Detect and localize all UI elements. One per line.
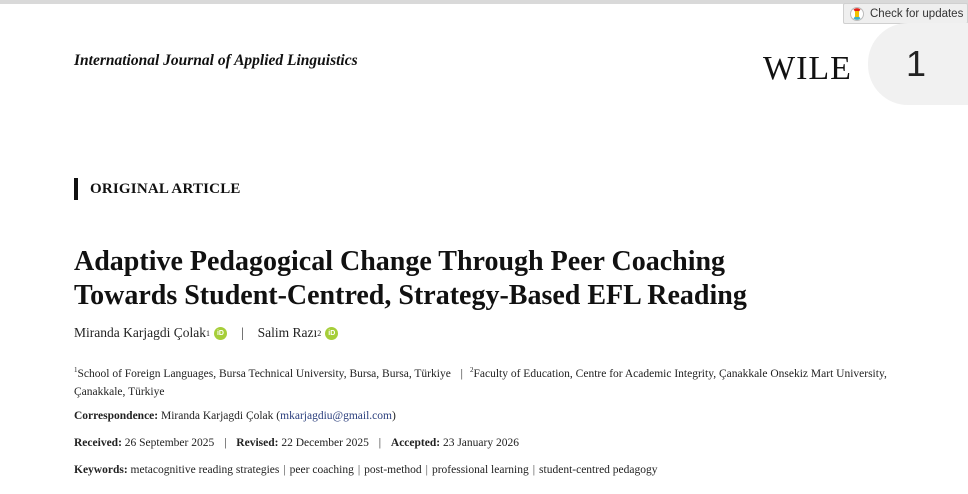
received-label: Received: (74, 437, 122, 449)
keyword-separator: | (283, 464, 286, 476)
affiliation-2: Faculty of Education, Centre for Academic Integrity, Çanakkale Onsekiz Mart University, Çanakkale, Türkiye (74, 367, 887, 398)
affiliation-number: 2 (469, 366, 474, 374)
correspondence-label: Correspondence: (74, 410, 159, 422)
revised-label: Revised: (236, 437, 279, 449)
author-list (74, 325, 338, 341)
article-type: ORIGINAL ARTICLE (90, 180, 241, 197)
keyword: peer coaching (289, 464, 354, 476)
received-date: 26 September 2025 (124, 437, 215, 449)
keyword: professional learning (431, 464, 529, 476)
correspondence-line: Correspondence: Miranda Karjagdi Çolak (mkarjagdiu@gmail.com) (74, 410, 396, 422)
author-name[interactable]: Miranda Karjagdi Çolak (74, 325, 206, 340)
keyword: student-centred pedagogy (539, 464, 658, 476)
journal-title: International Journal of Applied Linguistics (74, 52, 358, 69)
author-affiliation-number: 1 (205, 328, 210, 338)
keyword-separator: | (357, 464, 361, 476)
page-top-border (0, 0, 968, 4)
page-number: 1 (906, 43, 927, 84)
check-updates-label: Check for updates (870, 7, 964, 20)
keyword: post-method (364, 464, 422, 476)
correspondence-name: Miranda Karjagdi Çolak (161, 410, 274, 422)
dates-line (74, 437, 519, 449)
keywords-line (74, 464, 658, 476)
article-title-line-1: Adaptive Pedagogical Change Through Peer Coaching (74, 246, 726, 277)
publisher-logo: WILE (763, 50, 852, 87)
author-separator: | (240, 325, 244, 340)
orcid-icon[interactable]: iD (214, 327, 227, 340)
article-title (74, 245, 894, 313)
keyword-separator: | (425, 464, 428, 476)
author-name[interactable]: Salim Razı (257, 325, 318, 340)
affiliation-1: School of Foreign Languages, Bursa Technical University, Bursa, Bursa, Türkiye (77, 367, 451, 380)
article-title-line-2: Towards Student-Centred, Strategy-Based EFL Reading (74, 280, 747, 311)
keywords-label: Keywords: (74, 464, 128, 476)
crossmark-icon (850, 7, 864, 21)
dates-separator: | (378, 437, 382, 449)
orcid-icon[interactable]: iD (325, 327, 338, 340)
keyword-separator: | (532, 464, 536, 476)
accepted-date: 23 January 2026 (442, 437, 519, 449)
author-affiliation-number: 2 (317, 328, 322, 338)
affiliation-separator: | (460, 367, 463, 380)
correspondence-email-link[interactable]: mkarjagdiu@gmail.com (280, 410, 392, 422)
check-for-updates-button[interactable] (843, 3, 968, 24)
keyword: metacognitive reading strategies (130, 464, 280, 476)
article-type-block (74, 178, 241, 200)
article-type-bar (74, 178, 78, 200)
affiliations (74, 361, 894, 401)
revised-date: 22 December 2025 (281, 437, 369, 449)
affiliation-number: 1 (74, 366, 78, 374)
accepted-label: Accepted: (390, 437, 441, 449)
dates-separator: | (224, 437, 227, 449)
